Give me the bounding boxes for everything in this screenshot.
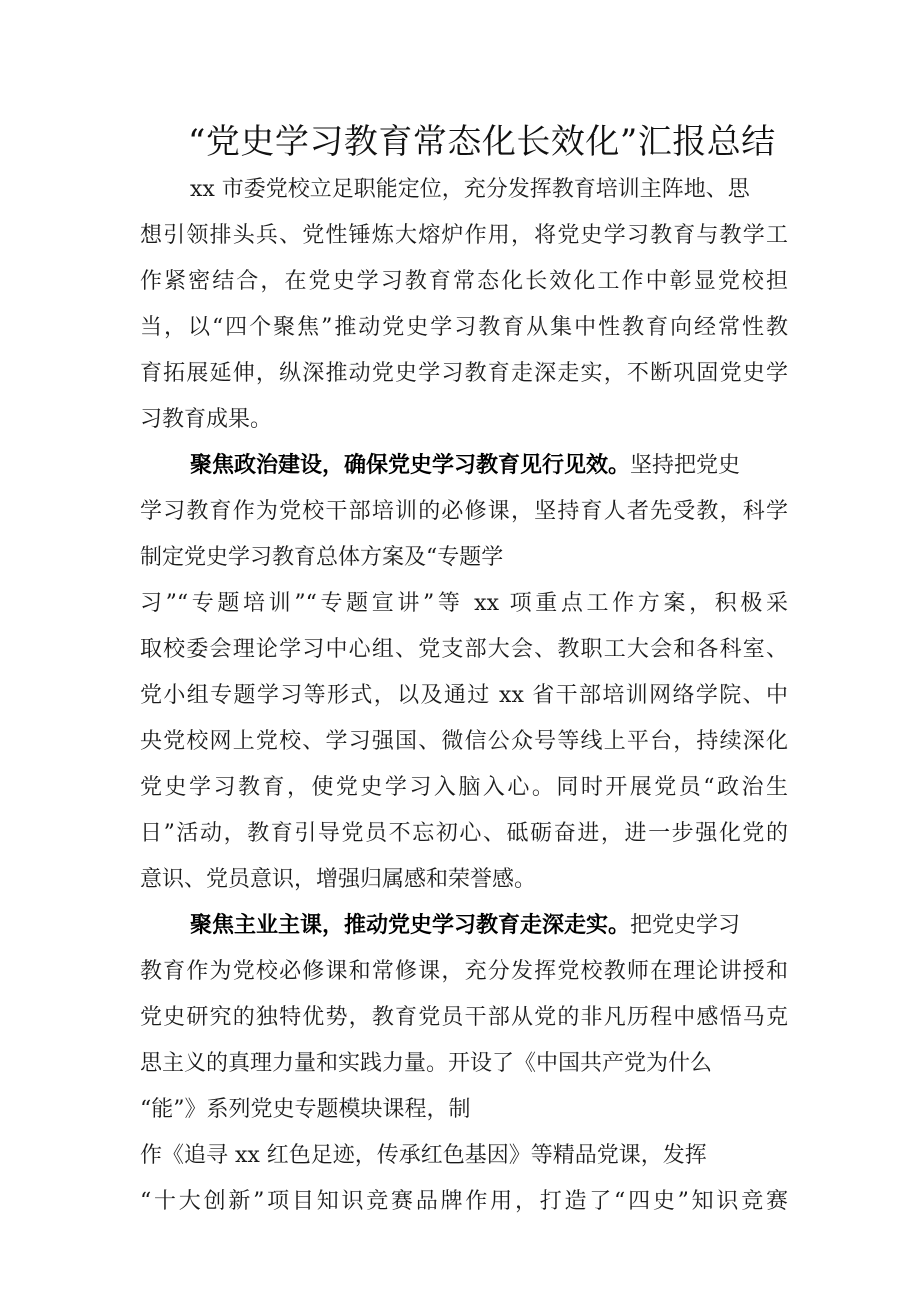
paragraph-2-line-1 <box>190 448 740 479</box>
paragraph-3-lead-text: 把党史学习 <box>630 913 741 938</box>
paragraph-2-line-2: 学习教育作为党校干部培训的必修课，坚持育人者先受教，科学 <box>140 499 788 524</box>
paragraph-2-line-5: 取校委会理论学习中心组、党支部大会、教职工大会和各科室、 <box>140 637 788 662</box>
paragraph-1-line-6: 习教育成果。 <box>140 407 273 432</box>
paragraph-2-line-8: 党史学习教育，使党史学习入脑入心。同时开展党员“政治生 <box>140 775 788 800</box>
paragraph-2-line-9: 日”活动，教育引导党员不忘初心、砥砺奋进，进一步强化党的 <box>140 821 788 846</box>
paragraph-1-line-5: 育拓展延伸，纵深推动党史学习教育走深走实，不断巩固党史学 <box>140 361 788 386</box>
paragraph-3-line-7: “十大创新”项目知识竞赛品牌作用，打造了“四史”知识竞赛 <box>140 1189 788 1214</box>
paragraph-3-line-4: 思主义的真理力量和实践力量。开设了《中国共产党为什么 <box>140 1051 713 1076</box>
paragraph-3-line-6: 作《追寻 xx 红色足迹，传承红色基因》等精品党课，发挥 <box>140 1143 707 1168</box>
paragraph-1-line-4: 当，以“四个聚焦”推动党史学习教育从集中性教育向经常性教 <box>140 315 788 340</box>
paragraph-3-line-1 <box>190 908 740 939</box>
paragraph-2-lead-text: 坚持把党史 <box>630 453 741 478</box>
paragraph-3-line-2: 教育作为党校必修课和常修课，充分发挥党校教师在理论讲授和 <box>140 959 788 984</box>
paragraph-1-line-2: 想引领排头兵、党性锤炼大熔炉作用，将党史学习教育与教学工 <box>140 223 788 248</box>
paragraph-3-line-5: “能”》系列党史专题模块课程，制 <box>140 1097 471 1122</box>
paragraph-2-line-7: 央党校网上党校、学习强国、微信公众号等线上平台，持续深化 <box>140 729 788 754</box>
paragraph-2-line-4: 习”“专题培训”“专题宣讲”等 xx 项重点工作方案，积极采 <box>140 591 788 616</box>
paragraph-2-line-3: 制定党史学习教育总体方案及“专题学 <box>140 545 504 570</box>
paragraph-3-line-3: 党史研究的独特优势，教育党员干部从党的非凡历程中感悟马克 <box>140 1005 788 1030</box>
paragraph-2-heading: 聚焦政治建设，确保党史学习教育见行见效。 <box>190 452 631 478</box>
paragraph-1-line-3: 作紧密结合，在党史学习教育常态化长效化工作中彰显党校担 <box>140 269 788 294</box>
paragraph-3-heading: 聚焦主业主课，推动党史学习教育走深走实。 <box>190 912 631 938</box>
paragraph-2-line-6: 党小组专题学习等形式，以及通过 xx 省干部培训网络学院、中 <box>140 683 788 708</box>
paragraph-2-line-10: 意识、党员意识，增强归属感和荣誉感。 <box>140 867 537 892</box>
paragraph-1-line-1: xx 市委党校立足职能定位，充分发挥教育培训主阵地、思 <box>190 177 750 202</box>
document-title: “党史学习教育常态化长效化”汇报总结 <box>188 122 776 162</box>
